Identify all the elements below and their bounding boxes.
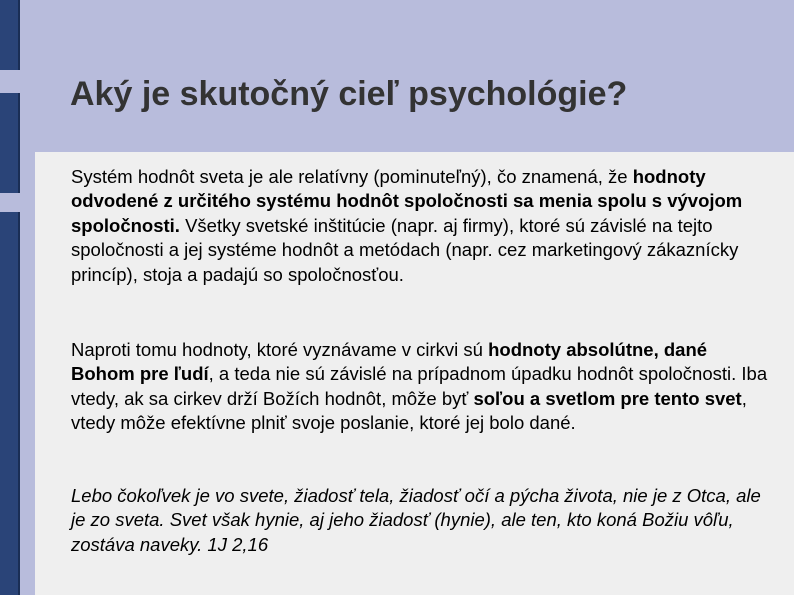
- paragraph-values-relative: [71, 165, 771, 287]
- slide-title: Aký je skutočný cieľ psychológie?: [70, 75, 628, 113]
- paragraph1-text-1: Systém hodnôt sveta je ale relatívny (pominuteľný), čo znamená, že: [71, 166, 633, 187]
- paragraph-church-values: [71, 338, 771, 436]
- paragraph1-bold-1: hodnoty odvodené z určitého systému hodnôt spoločnosti sa menia spolu s vývojom spoločnosti.: [71, 166, 743, 236]
- paragraph1-text-2: Všetky svetské inštitúcie (napr. aj firmy), ktoré sú závislé na tejto spoločnosti a jej systéme hodnôt a metódach (napr. cez marketingový zákaznícky princíp), stoja a padajú so spoločnosťou.: [71, 214, 739, 285]
- paragraph2-text-2: , a teda nie sú závislé na prípadnom úpadku hodnôt spoločnosti. Iba vtedy, ak sa cirkev drží Božích hodnôt, môže byť: [71, 363, 768, 409]
- slide-content-box: [35, 152, 794, 595]
- paragraph2-bold-1: hodnoty absolútne, dané Bohom pre ľudí: [71, 339, 708, 385]
- edge-bar-top: [0, 0, 20, 70]
- paragraph-bible-quote: Lebo čokoľvek je vo svete, žiadosť tela, žiadosť očí a pýcha života, nie je z Otca, ale je zo sveta. Svet však hynie, aj jeho žiadosť (hynie), ale ten, kto koná Božiu vôľu, zostáva naveky. 1J 2,16: [71, 485, 761, 555]
- paragraph2-bold-2: soľou a svetlom pre tento svet: [473, 387, 742, 409]
- paragraph2-text-1: Naproti tomu hodnoty, ktoré vyznávame v cirkvi sú: [71, 339, 489, 360]
- edge-bar-bottom: [0, 212, 20, 595]
- edge-bar-middle: [0, 93, 20, 193]
- paragraph2-text-3: , vtedy môže efektívne plniť svoje poslanie, ktoré jej bolo dané.: [71, 387, 747, 434]
